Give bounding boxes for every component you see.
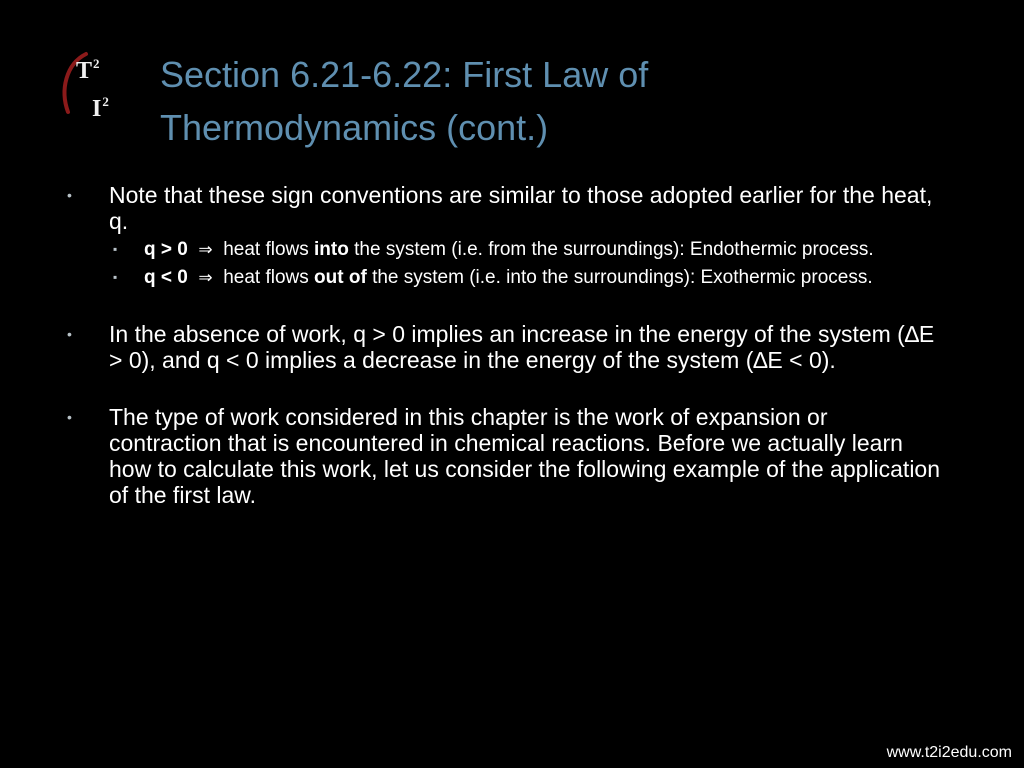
logo-i2: $I^2$: [92, 94, 110, 122]
implies-arrow-icon: ⇒: [198, 240, 213, 260]
condition-label: q < 0: [144, 267, 188, 288]
direction-keyword: into: [314, 239, 349, 260]
sub-text-post: the system (i.e. into the surroundings): Exothermic process.: [372, 267, 873, 288]
sub-text-pre: heat flows: [223, 239, 309, 260]
bullet-text: The type of work considered in this chapter is the work of expansion or contraction that is encountered in chemical reactions. Before we actually learn how to calculate this work, let us consider the following example of the application of the first law.: [109, 404, 941, 508]
bullet-text: In the absence of work, q > 0 implies an increase in the energy of the system (∆E > 0), and q < 0 implies a decrease in the energy of the system (∆E < 0).: [109, 321, 935, 373]
t2i2-logo: [58, 50, 136, 130]
slide-title-line-2: Thermodynamics (cont.): [160, 107, 549, 148]
slide-title: [160, 48, 920, 154]
slide-title-line-1: Section 6.21-6.22: First Law of: [160, 54, 649, 95]
bullet-dot-icon: •: [67, 326, 72, 342]
bullet-dot-icon: •: [67, 409, 72, 425]
bullet-text: Note that these sign conventions are similar to those adopted earlier for the heat, q.: [109, 182, 933, 234]
bullet-dot-icon: •: [67, 187, 72, 203]
square-bullet-icon: ▪: [113, 270, 118, 284]
bullet-type-of-work: [64, 404, 944, 508]
footer-url: www.t2i2edu.com: [886, 744, 1012, 761]
sub-text-pre: heat flows: [223, 267, 309, 288]
sub-bullet-exothermic: [64, 266, 944, 290]
bullet-sign-conventions: [64, 182, 944, 234]
direction-keyword: out of: [314, 267, 367, 288]
square-bullet-icon: ▪: [113, 242, 118, 256]
logo-t2: $T^2$: [76, 56, 101, 84]
implies-arrow-icon: ⇒: [198, 268, 213, 288]
sub-bullet-endothermic: [64, 238, 944, 262]
condition-label: q > 0: [144, 239, 188, 260]
sub-text-post: the system (i.e. from the surroundings): Endothermic process.: [354, 239, 874, 260]
slide-body: [64, 182, 944, 508]
bullet-absence-of-work: [64, 321, 944, 373]
